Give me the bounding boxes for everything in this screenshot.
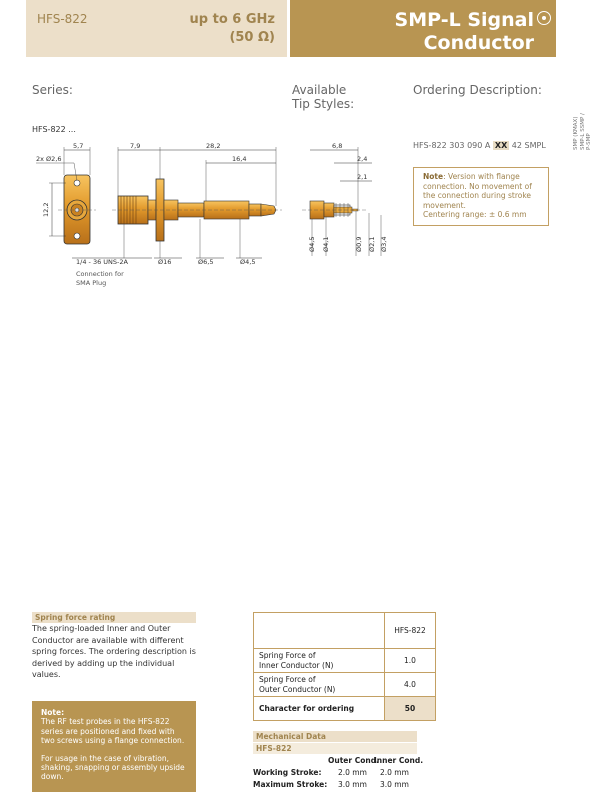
ordering-suffix: 42 SMPL	[511, 141, 546, 150]
dim-tip-6-8: 6,8	[332, 142, 343, 150]
caption-line-1: Connection for	[76, 270, 124, 278]
mechanical-row-label: Working Stroke:	[253, 768, 322, 777]
tip-styles-line-2: Tip Styles:	[292, 97, 355, 111]
mechanical-row-inner: 2.0 mm	[380, 768, 409, 777]
spring-force-table	[253, 612, 436, 721]
tip-styles-label	[292, 83, 354, 111]
table-row-ordering	[254, 697, 436, 721]
spring-force-title: Spring force rating	[32, 612, 196, 623]
table-row	[254, 649, 436, 673]
tip-styles-line-1: Available	[292, 83, 347, 97]
col-outer-cond: Outer Cond.	[328, 756, 379, 765]
technical-drawing	[0, 130, 592, 275]
dim-5-7: 5,7	[73, 142, 84, 150]
row-label-line-2: Outer Conductor (N)	[259, 684, 336, 694]
header-left-panel	[26, 0, 287, 57]
note-text: : Version with flange connection. No movement of the connection during stroke movement.	[423, 172, 532, 210]
centering-range: Centering range: ± 0.6 mm	[423, 210, 527, 219]
tip-style-view	[302, 201, 366, 219]
page-title	[290, 9, 534, 78]
ordering-prefix: HFS-822 303 090 A	[413, 141, 491, 150]
target-icon	[537, 11, 551, 25]
row-label-line-1: Spring Force of	[259, 651, 316, 660]
dim-dia-6-5: Ø6,5	[198, 258, 214, 266]
mechanical-row-label: Maximum Stroke:	[253, 780, 328, 789]
series-code: HFS-822 ...	[32, 125, 76, 134]
dim-16-4: 16,4	[232, 155, 247, 163]
mounting-note-para-2: For usage in the case of vibration, shaking, snapping or assembly upside down.	[41, 753, 185, 782]
ordering-label: Ordering Description:	[413, 83, 542, 97]
dim-tip-dia-3-4: Ø3,4	[380, 236, 388, 252]
table-row	[254, 673, 436, 697]
mechanical-data-model: HFS-822	[253, 743, 417, 754]
ordering-xx-badge: XX	[494, 141, 508, 150]
mounting-note	[32, 701, 196, 792]
mechanical-row-inner: 3.0 mm	[380, 780, 409, 789]
frequency-line: up to 6 GHz	[189, 12, 275, 27]
title-line-1: SMP-L Signal Conductor	[394, 9, 534, 54]
caption-line-2: SMA Plug	[76, 278, 107, 287]
table-header-model: HFS-822	[385, 613, 436, 649]
mechanical-data-title: Mechanical Data	[253, 731, 417, 742]
ordering-char-label: Character for ordering	[254, 697, 385, 721]
mechanical-row-outer: 2.0 mm	[338, 768, 367, 777]
side-text-line: SMP (KMAX)	[573, 116, 579, 150]
table-row-value: 1.0	[385, 649, 436, 673]
probe-side-view	[112, 179, 282, 241]
dim-thread: 1/4 - 36 UNS-2A	[76, 258, 128, 266]
dim-tip-dia-4-5: Ø4,5	[308, 236, 316, 252]
row-label-line-2: Inner Conductor (N)	[259, 660, 334, 670]
product-code: HFS-822	[37, 12, 88, 26]
dim-7-9: 7,9	[130, 142, 141, 150]
header-right-panel	[290, 0, 556, 77]
mounting-note-para-1: The RF test probes in the HFS-822 series are positioned and fixed with two screws using a flange connection.	[41, 717, 185, 746]
note-label: Note	[423, 172, 444, 181]
flange-front-view	[58, 175, 96, 244]
frequency-range	[190, 11, 275, 47]
dim-28-2: 28,2	[206, 142, 221, 150]
mounting-note-title: Note:	[41, 708, 65, 717]
table-row-label	[254, 649, 385, 673]
dim-dia-4-5: Ø4,5	[240, 258, 256, 266]
dim-dia-16: Ø16	[158, 258, 172, 266]
title-line-2: Plug	[486, 55, 534, 77]
series-label: Series:	[32, 83, 73, 97]
impedance-line: (50 Ω)	[229, 30, 275, 45]
row-label-line-1: Spring Force of	[259, 675, 316, 684]
dim-tip-dia-2-1: Ø2,1	[368, 236, 376, 252]
table-header-empty	[254, 613, 385, 649]
table-row-value: 4.0	[385, 673, 436, 697]
side-text-line: P-SMP	[586, 133, 592, 150]
mechanical-row-outer: 3.0 mm	[338, 780, 367, 789]
col-inner-cond: Inner Cond.	[374, 756, 424, 765]
dim-2x-2-6: 2x Ø2,6	[36, 155, 62, 163]
table-header-row	[254, 613, 436, 649]
ordering-char-value: 50	[385, 697, 436, 721]
spring-force-text: The spring-loaded Inner and Outer Conductor are available with different spring forces. The ordering description is derived by adding up the individual values.	[32, 624, 196, 679]
dim-tip-dia-0-9: Ø0,9	[355, 236, 363, 252]
table-row-label	[254, 673, 385, 697]
dim-12-2: 12,2	[42, 202, 50, 217]
side-text-line: SMP-L SSMP /	[579, 113, 586, 150]
drawing-caption	[76, 270, 124, 287]
dim-tip-2-1: 2,1	[357, 173, 368, 181]
dim-tip-dia-4-1: Ø4,1	[322, 236, 330, 252]
dim-tip-2-4: 2,4	[357, 155, 368, 163]
